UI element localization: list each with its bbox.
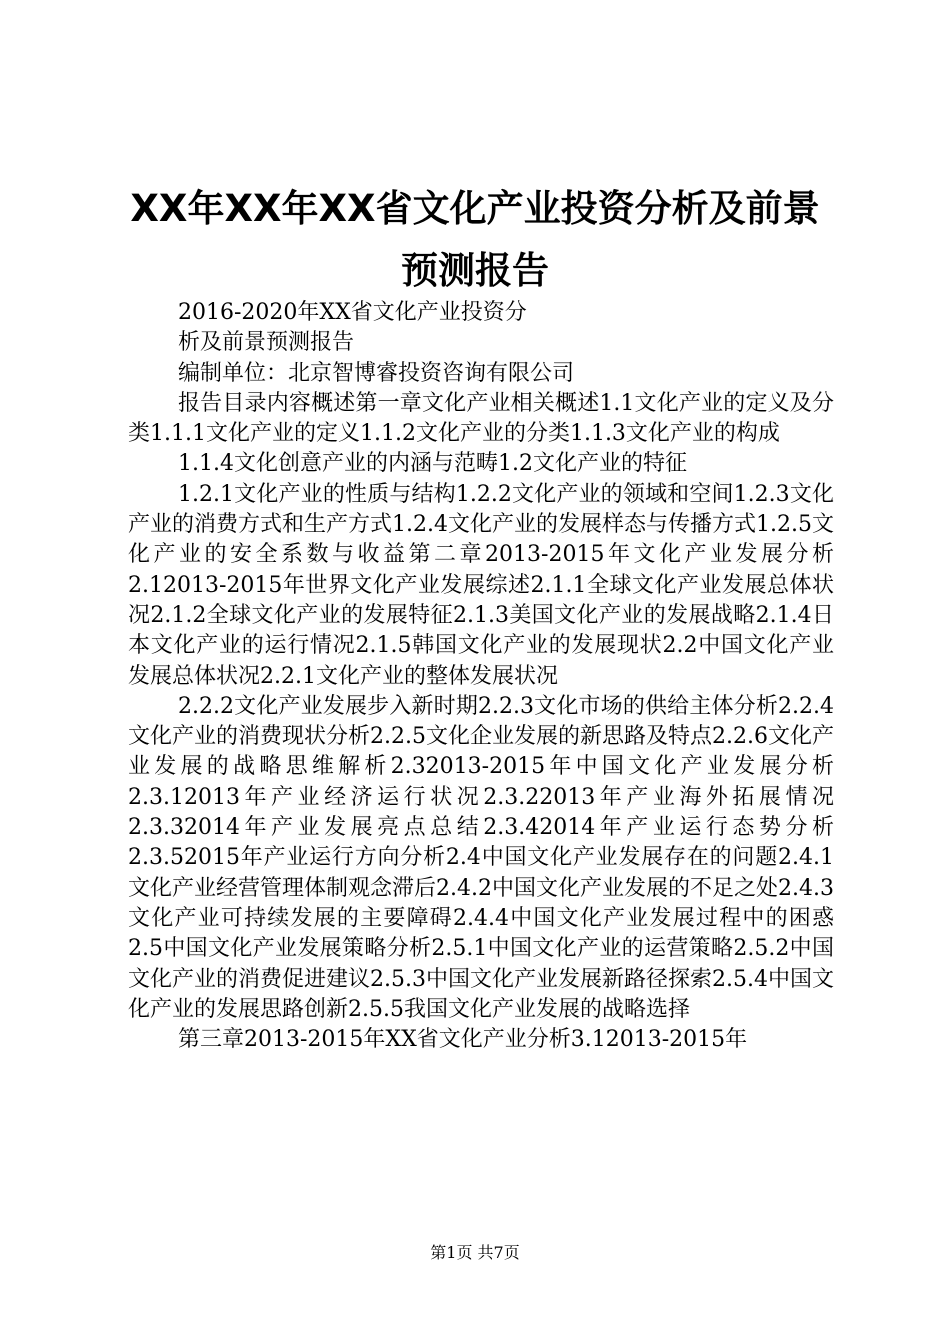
paragraph: 2.2.2文化产业发展步入新时期2.2.3文化市场的供给主体分析2.2.4文化产业的消费现状分析2.2.5文化企业发展的新思路及特点2.2.6文化产业发展的战略思维解析2.32013-2015年中国文化产业发展分析2.3.12013年产业经济运行状况2.3.22013年产业海外拓展情况2.3.32014年产业发展亮点总结2.3.42014年产业运行态势分析2.3.52015年产业运行方向分析2.4中国文化产业发展存在的问题2.4.1文化产业经营管理体制观念滞后2.4.2中国文化产业发展的不足之处2.4.3文化产业可持续发展的主要障碍2.4.4中国文化产业发展过程中的困惑2.5中国文化产业发展策略分析2.5.1中国文化产业的运营策略2.5.2中国文化产业的消费促进建议2.5.3中国文化产业发展新路径探索2.5.4中国文化产业的发展思路创新2.5.5我国文化产业发展的战略选择 — [128, 693, 834, 1022]
page-number-footer: 第1页 共7页 — [430, 1243, 520, 1262]
paragraph: 1.1.4文化创意产业的内涵与范畴1.2文化产业的特征 — [178, 451, 687, 477]
paragraph: 报告目录内容概述第一章文化产业相关概述1.1文化产业的定义及分类1.1.1文化产业的定义1.1.2文化产业的分类1.1.3文化产业的构成 — [128, 390, 834, 447]
document-body — [128, 298, 834, 1055]
subtitle-line-1: 2016-2020年XX省文化产业投资分 — [178, 300, 527, 325]
compiler-line: 编制单位：北京智博睿投资咨询有限公司 — [178, 360, 575, 386]
paragraph: 第三章2013-2015年XX省文化产业分析3.12013-2015年 — [178, 1027, 748, 1053]
paragraph: 1.2.1文化产业的性质与结构1.2.2文化产业的领域和空间1.2.3文化产业的消费方式和生产方式1.2.4文化产业的发展样态与传播方式1.2.5文化产业的安全系数与收益第二章2013-2015年文化产业发展分析2.12013-2015年世界文化产业发展综述2.1.1全球文化产业发展总体状况2.1.2全球文化产业的发展特征2.1.3美国文化产业的发展战略2.1.4日本文化产业的运行情况2.1.5韩国文化产业的发展现状2.2中国文化产业发展总体状况2.2.1文化产业的整体发展状况 — [128, 481, 834, 689]
subtitle-line-2: 析及前景预测报告 — [178, 330, 355, 356]
document-title: XX年XX年XX省文化产业投资分析及前景预测报告 — [130, 187, 820, 292]
